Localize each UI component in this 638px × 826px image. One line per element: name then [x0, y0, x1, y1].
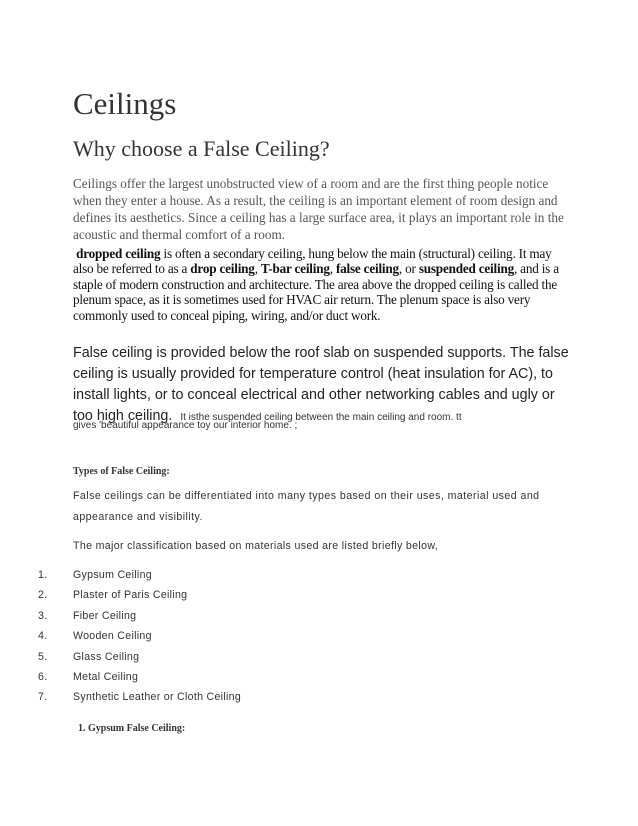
- text-segment: ,: [254, 261, 261, 277]
- list-label: Plaster of Paris Ceiling: [73, 589, 188, 602]
- page-title: Ceilings: [73, 86, 177, 121]
- intro-paragraph: Ceilings offer the largest unobstructed view of a room and are the first thing people notice when they enter a house. As a result, the ceiling is an important element of room design and defines its aesthetics. Since a ceiling has a large surface area, it plays an important role in the acoustic and thermal comfort of a room.: [73, 176, 564, 242]
- term-t-bar-ceiling: T-bar ceiling: [260, 261, 330, 277]
- section-subtitle: Why choose a False Ceiling?: [73, 136, 330, 161]
- term-drop-ceiling: drop ceiling: [190, 261, 255, 277]
- false-ceiling-small-text: It isthe suspended ceiling between the main ceiling and room. tt: [180, 412, 462, 423]
- list-number: 7.: [38, 691, 48, 704]
- term-suspended-ceiling: suspended ceiling: [418, 261, 514, 277]
- term-false-ceiling: false ceiling: [335, 261, 399, 277]
- list-number: 5.: [38, 650, 48, 663]
- types-heading: Types of False Ceiling:: [73, 466, 170, 477]
- list-number: 2.: [38, 589, 48, 602]
- false-ceiling-paragraph: [73, 343, 573, 428]
- list-label: Metal Ceiling: [73, 670, 139, 683]
- list-label: Gypsum Ceiling: [73, 569, 152, 581]
- list-label: Wooden Ceiling: [73, 630, 152, 643]
- gives-line: gives 'beautiful appearance toy our interior home. ;: [73, 420, 298, 431]
- text-segment: ,: [329, 261, 336, 277]
- list-number: 3.: [38, 609, 48, 622]
- text-segment: is often a secondary ceiling, hung below the main (structural) ceiling. It may also be referred to as a: [73, 246, 552, 277]
- list-label: Fiber Ceiling: [73, 609, 137, 622]
- list-label: Glass Ceiling: [73, 650, 140, 663]
- list-number: 6.: [38, 670, 48, 683]
- list-number: 4.: [38, 630, 48, 643]
- false-ceiling-text: False ceiling is provided below the roof slab on suspended supports. The false ceiling is usually provided for temperature control (heat insulation for AC), to install lights, or to conceal electrical and other networking cables and ugly or too high ceiling.: [73, 345, 569, 424]
- gypsum-heading: 1. Gypsum False Ceiling:: [78, 723, 186, 734]
- dropped-ceiling-paragraph: [73, 246, 573, 323]
- major-classification-line: The major classification based on materials used are listed briefly below,: [73, 540, 439, 552]
- text-segment: , and is a staple of modern construction and architecture. The area above the dropped ceiling is called the plenum space, as it is sometimes used for HVAC air return. The plenum space is also very commonly used to conceal piping, wiring, and/or duct work.: [73, 261, 559, 323]
- types-paragraph: False ceilings can be differentiated into many types based on their uses, material used and appearance and visibility.: [73, 490, 540, 523]
- term-dropped-ceiling: dropped ceiling: [76, 246, 161, 261]
- list-number: 1.: [38, 569, 48, 581]
- list-label: Synthetic Leather or Cloth Ceiling: [73, 691, 242, 704]
- text-segment: , or: [398, 261, 419, 277]
